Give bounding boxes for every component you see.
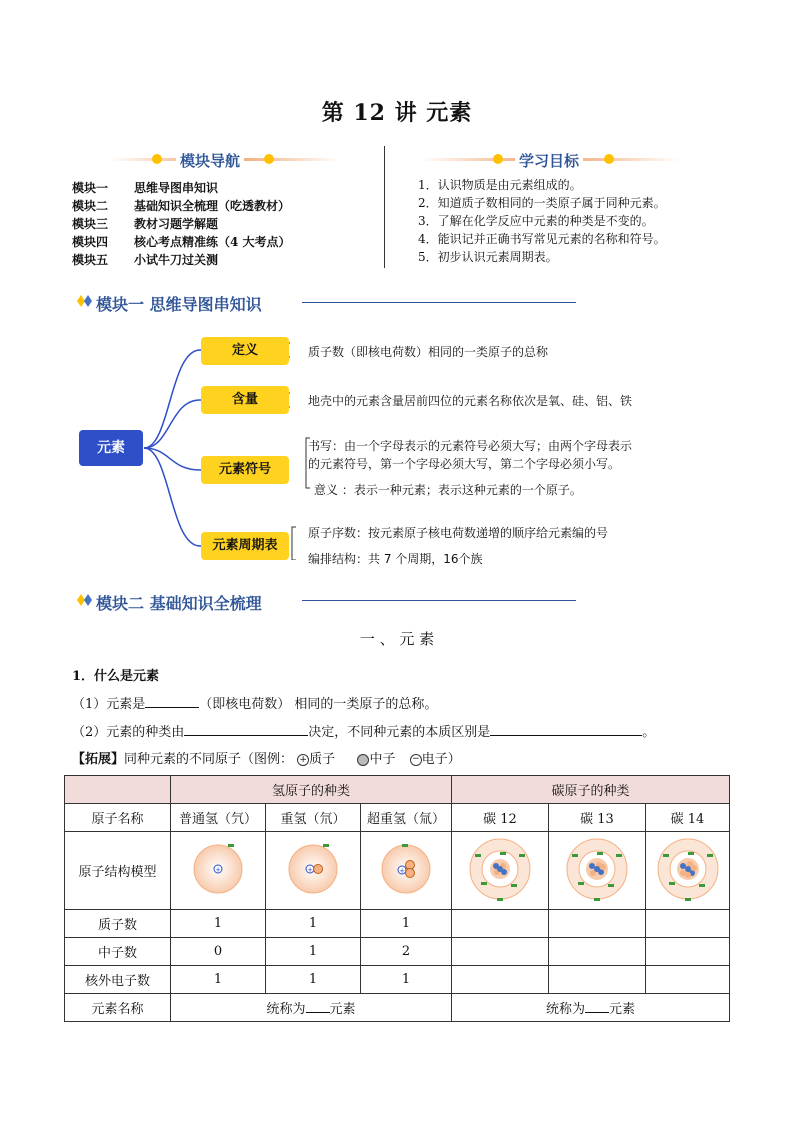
section-1-rule [302, 302, 576, 303]
answer-cell[interactable] [646, 938, 730, 966]
answer-cell[interactable] [549, 966, 646, 994]
nav-heading: 模块导航 [176, 150, 244, 171]
proton-count: 1 [266, 910, 361, 938]
goal-item: 3．了解在化学反应中元素的种类是不变的。 [418, 214, 654, 228]
section-1-title: 模块一 思维导图串知识 [96, 295, 262, 314]
atom-name: 碳 13 [549, 804, 646, 832]
ext-label: 【拓展】 [72, 752, 125, 767]
cell-text: 统称为 [266, 1002, 306, 1017]
answer-cell[interactable] [452, 966, 549, 994]
hydrogen-element-name [171, 994, 452, 1022]
goal-item: 1．认识物质是由元素组成的。 [418, 178, 582, 192]
nav-item-key: 模块二 [72, 199, 109, 213]
nav-item[interactable] [72, 215, 218, 232]
diamond-icon [76, 294, 94, 308]
row-label: 质子数 [65, 910, 171, 938]
answer-blank[interactable] [145, 695, 199, 708]
goals-heading: 学习目标 [515, 150, 583, 171]
atom-model-h2 [266, 832, 361, 910]
cell-text: 统称为 [545, 1002, 585, 1017]
hydrogen-2-model [283, 839, 343, 899]
nav-heading-dot-left [152, 154, 162, 164]
legend-proton: 质子 [309, 752, 336, 767]
carbon-14-model [655, 836, 721, 902]
mindmap-root: 元素 [79, 430, 143, 466]
atom-name: 碳 12 [452, 804, 549, 832]
row-label: 元素名称 [65, 994, 171, 1022]
answer-cell[interactable] [452, 938, 549, 966]
answer-cell[interactable] [452, 910, 549, 938]
branch-text: 地壳中的元素含量居前四位的元素名称依次是氧、硅、铝、铁 [308, 394, 633, 408]
q-text: （即核电荷数） 相同的一类原子的总称。 [199, 697, 438, 712]
goal-item: 4．能识记并正确书写常见元素的名称和符号。 [418, 232, 666, 246]
answer-cell[interactable] [646, 966, 730, 994]
goals-heading-dot-left [493, 154, 503, 164]
atom-name: 普通氢（氕） [171, 804, 266, 832]
nav-item-key: 模块四 [72, 235, 109, 249]
carbon-element-name [452, 994, 730, 1022]
extension-line [72, 748, 461, 767]
neutron-count: 0 [171, 938, 266, 966]
question-1-2 [72, 721, 655, 740]
branch-text: 意义 ：表示一种元素；表示这种元素的一个原子。 [314, 483, 582, 497]
goal-item: 5．初步认识元素周期表。 [418, 250, 558, 264]
branch-text: 原子序数：按元素原子核电荷数递增的顺序给元素编的号 [308, 526, 609, 540]
row-label: 中子数 [65, 938, 171, 966]
row-label: 核外电子数 [65, 966, 171, 994]
branch-text: 编排结构：共 7 个周期，16个族 [308, 552, 483, 566]
mindmap-branch-periodic-table: 元素周期表 [201, 532, 289, 560]
electron-count: 1 [171, 966, 266, 994]
nav-item-text: 思维导图串知识 [134, 181, 219, 195]
nav-heading-dot-right [264, 154, 274, 164]
atom-name: 碳 14 [646, 804, 730, 832]
atom-model-c13 [549, 832, 646, 910]
branch-text: 质子数（即核电荷数）相同的一类原子的总称 [308, 345, 549, 359]
hydrogen-1-model [188, 839, 248, 899]
carbon-12-model [467, 836, 533, 902]
cell-text: 元素 [609, 1002, 636, 1017]
nav-item-key: 模块五 [72, 253, 109, 267]
q-text: 同种元素的不同原子（图例： [124, 752, 294, 767]
answer-blank[interactable] [490, 723, 642, 736]
legend-electron: 电子 [421, 752, 448, 767]
table-header-hydrogen: 氢原子的种类 [171, 776, 452, 804]
column-divider [384, 146, 385, 268]
diamond-icon [76, 593, 94, 607]
nav-item-key: 模块一 [72, 181, 109, 195]
nav-item-text: 核心考点精准练（4 大考点） [134, 235, 291, 249]
neutron-legend-icon [357, 754, 369, 766]
q-text: 决定，不同种元素的本质区别是 [308, 725, 491, 740]
mindmap-branch-definition: 定义 [201, 337, 289, 365]
cell-text: 元素 [329, 1002, 356, 1017]
atom-name: 重氢（氘） [266, 804, 361, 832]
row-label: 原子结构模型 [65, 832, 171, 910]
nav-item-text: 基础知识全梳理（吃透教材） [134, 199, 291, 213]
atom-model-h3 [361, 832, 452, 910]
row-label: 原子名称 [65, 804, 171, 832]
answer-cell[interactable] [549, 938, 646, 966]
answer-blank[interactable] [306, 1000, 330, 1013]
question-title: 1．什么是元素 [72, 669, 160, 684]
nav-item-text: 小试牛刀过关测 [134, 253, 219, 267]
legend-neutron: 中子 [369, 752, 396, 767]
question-1-1 [72, 693, 437, 712]
q-text: （2）元素的种类由 [72, 725, 185, 740]
nav-item-key: 模块三 [72, 217, 109, 231]
isotope-table [64, 775, 730, 1022]
proton-count: 1 [361, 910, 452, 938]
table-header-carbon: 碳原子的种类 [452, 776, 730, 804]
atom-model-h1 [171, 832, 266, 910]
answer-cell[interactable] [549, 910, 646, 938]
atom-model-c14 [646, 832, 730, 910]
branch-text: 书写：由一个字母表示的元素符号必须大写；由两个字母表示 [308, 439, 633, 453]
branch-text: 的元素符号，第一个字母必须大写，第二个字母必须小写。 [308, 457, 621, 471]
proton-legend-icon: + [297, 754, 309, 766]
proton-count: 1 [171, 910, 266, 938]
nav-item[interactable] [72, 197, 290, 214]
table-header-blank [65, 776, 171, 804]
mindmap-branch-symbol: 元素符号 [201, 456, 289, 484]
answer-blank[interactable] [184, 723, 308, 736]
electron-count: 1 [361, 966, 452, 994]
nav-item[interactable] [72, 233, 291, 250]
svg-text:+: + [307, 865, 313, 874]
section-2-rule [302, 600, 576, 601]
hydrogen-3-model [376, 839, 436, 899]
answer-cell[interactable] [646, 910, 730, 938]
q-text: （1）元素是 [72, 697, 146, 712]
electron-count: 1 [266, 966, 361, 994]
nav-item-text: 教材习题学解题 [134, 217, 219, 231]
goal-item: 2．知道质子数相同的一类原子属于同种元素。 [418, 196, 666, 210]
mindmap-branch-content: 含量 [201, 386, 289, 414]
goals-heading-dot-right [604, 154, 614, 164]
q-text: ） [447, 752, 461, 767]
neutron-count: 1 [266, 938, 361, 966]
carbon-13-model [564, 836, 630, 902]
subsection-title: 一 、 元 素 [359, 630, 435, 648]
electron-legend-icon: − [410, 754, 422, 766]
svg-text:+: + [399, 866, 405, 875]
neutron-count: 2 [361, 938, 452, 966]
atom-name: 超重氢（氚） [361, 804, 452, 832]
page-title: 第 12 讲 元素 [321, 100, 473, 126]
answer-blank[interactable] [585, 1000, 609, 1013]
svg-text:+: + [215, 865, 221, 874]
section-2-title: 模块二 基础知识全梳理 [96, 594, 262, 613]
nav-item[interactable] [72, 251, 218, 268]
atom-model-c12 [452, 832, 549, 910]
nav-item[interactable] [72, 179, 218, 196]
mindmap-connectors [140, 340, 310, 560]
q-text: 。 [642, 725, 656, 740]
